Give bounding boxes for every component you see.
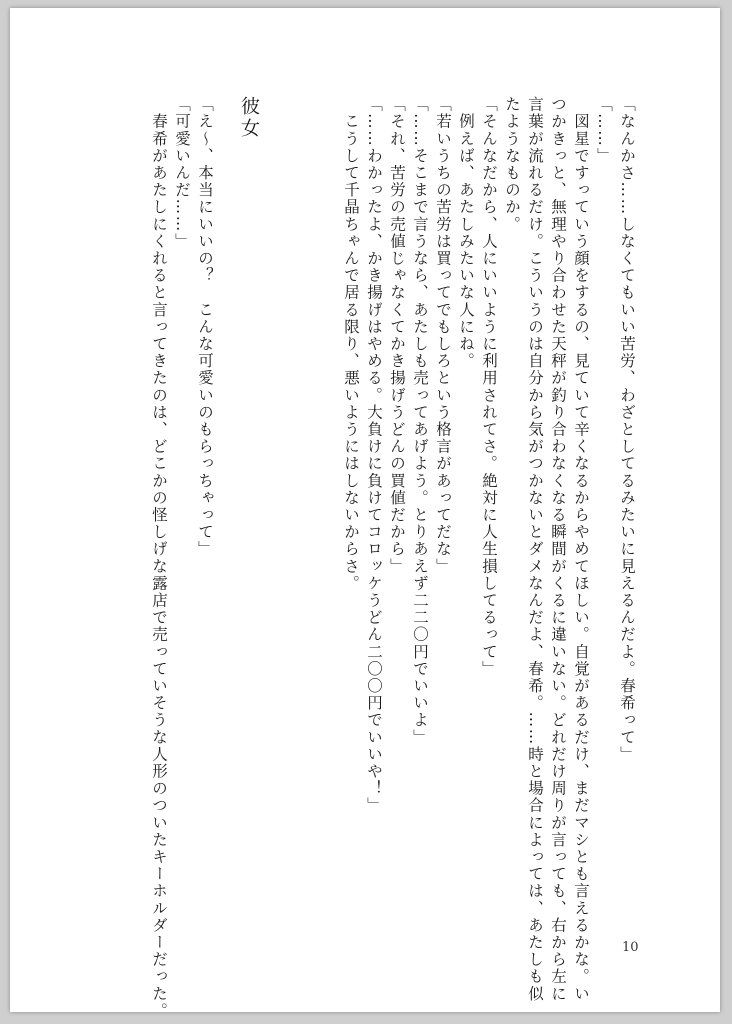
text-line-15: 「可愛いんだ……」 [173,96,191,250]
text-line-4: つかきっと、無理やり合わせた天秤が釣り合わなくなる瞬間がくるに違いない。どれだけ周りが言っても、右から左に [549,96,567,1003]
text-line-12: 「……わかったよ、かき揚げはやめる。大負けに負けてコロッケうどん二〇〇円でいいや！」 [365,96,383,815]
text-line-14: 「え〜、本当にいいの？ こんな可愛いのもらっちゃって」 [196,96,214,558]
text-line-16: 春希があたしにくれると言ってきたのは、どこかの怪しげな露店で売っていそうな人形のついたキーホルダーだった。 [150,96,168,1020]
text-line-7: 「そんなだから、人にいいように利用されてさ。絶対に人生損してるって」 [480,96,498,678]
document-page [10,8,720,1020]
text-line-10: 「……そこまで言うなら、あたしも売ってあげよう。とりあえず二二〇円でいいよ」 [411,96,429,746]
text-line-11: 「それ、苦労の売値じゃなくてかき揚げうどんの買値だから」 [388,96,406,575]
text-line-3: 図星ですっていう顔をするの、見ていて辛くなるからやめてほしい。自覚があるだけ、まだマシとも言えるかな。い [572,96,590,1003]
text-line-5: 言葉が流れるだけ。こういうのは自分から気がつかないとダメなんだよ、春希。……時と場合によっては、あたしも似 [526,96,544,1003]
text-line-1: 「なんかさ……しなくてもいい苦労、わざとしてるみたいに見えるんだよ。春希って」 [618,96,636,763]
text-line-9: 「若いうちの苦労は買ってでもしろという格言があってだな」 [434,96,452,575]
text-line-13: こうして千晶ちゃんで居る限り、悪いようにはしないからさ。 [342,96,360,592]
page-number: 10 [622,940,639,955]
text-line-8: 例えば、あたしみたいな人にね。 [457,96,475,370]
text-line-2: 「……」 [595,96,613,165]
section-heading: 彼女 [238,96,260,140]
text-line-6: たようなものか。 [503,96,521,233]
